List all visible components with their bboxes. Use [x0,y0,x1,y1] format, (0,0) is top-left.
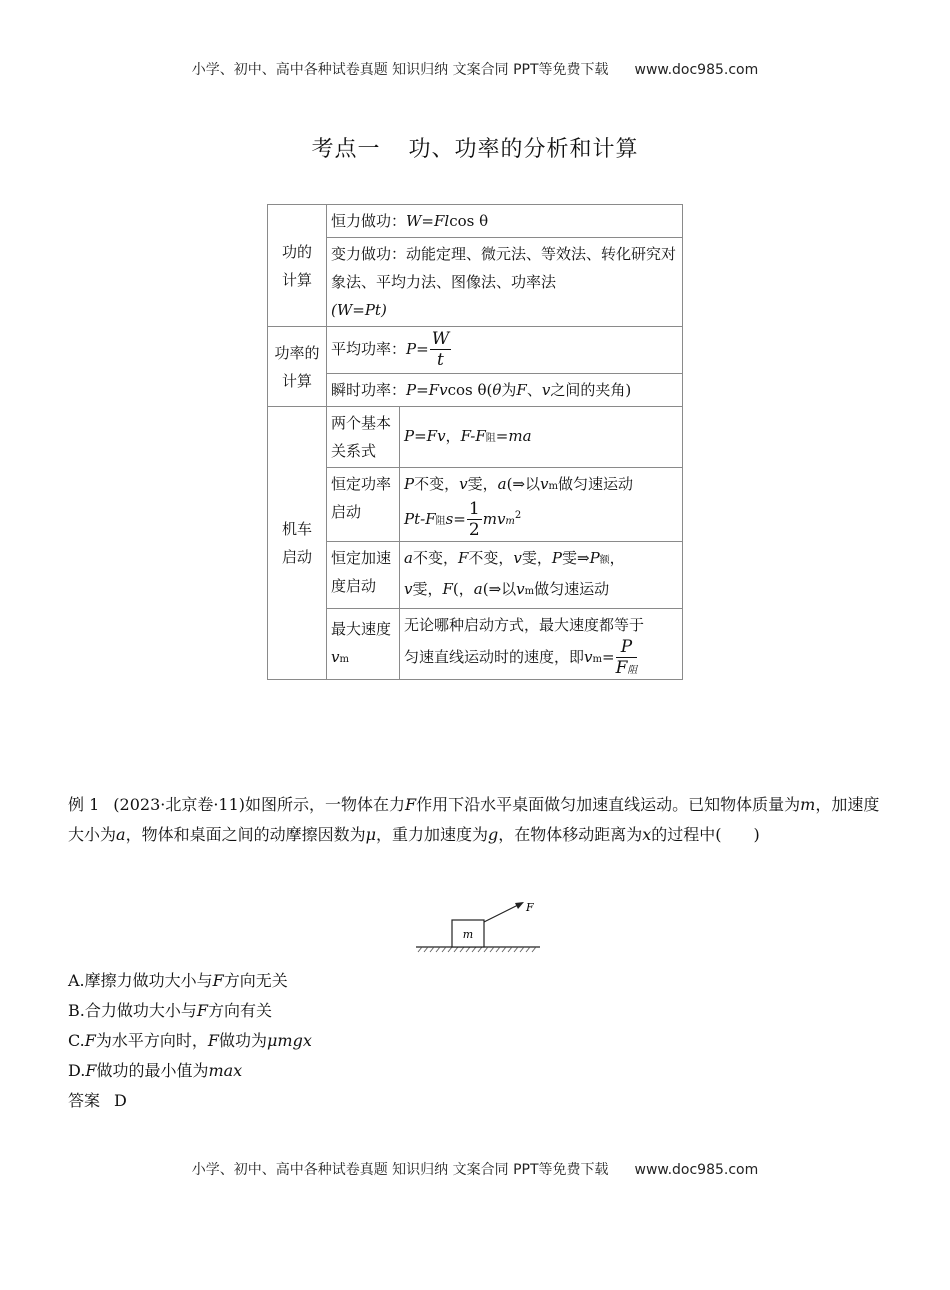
force-arrow-shaft [484,904,520,922]
option-a[interactable]: A.摩擦力做功大小与F方向无关 [68,971,288,990]
block-diagram-svg [400,890,560,960]
sub-constant-accel: 恒定加速度启动 [327,542,400,609]
answer-line [68,1086,312,1116]
cell-constant-work: 恒力做功：W=Flcos θ [327,205,683,238]
example-label: 例 1 [68,795,100,814]
title-part1: 考点一 [311,137,381,162]
max-speed-fraction: $\frac{P}{\text{F阻}}$ [615,637,638,678]
table-row [268,205,683,238]
sub-constant-power: 恒定功率启动 [327,468,400,542]
cell-average-power: 平均功率：P= $\frac{W}{t}$ [327,327,683,374]
answer-label: 答案 [68,1091,101,1110]
table-row [268,327,683,374]
force-arrow-head [515,902,524,909]
cell-variable-work: 变力做功：动能定理、微元法、等效法、转化研究对象法、平均力法、图像法、功率法 (W=Pt) [327,238,683,327]
section-title [0,132,950,163]
cell-constant-power: P不变，v雯，a(⇒以vm做匀速运动 Pt-F阻s= $\frac{1}{2}$ mvm$^2$ [400,468,683,542]
cat-power: 功率的 计算 [268,327,327,407]
option-d[interactable]: D.F做功的最小值为max [68,1061,243,1080]
cell-constant-accel: a不变，F不变，v雯，P雯⇒P额， v雯，F(，a(⇒以vm做匀速运动 [400,542,683,609]
footer-text: 小学、初中、高中各种试卷真题 知识归纳 文案合同 PPT等免费下载 [191,1162,609,1178]
mass-label: m [462,928,474,941]
example-question: 例 1 (2023·北京卷·11)如图所示，一物体在力F作用下沿水平桌面做匀加速直线运动。已知物体质量为m，加速度大小为a，物体和桌面之间的动摩擦因数为μ，重力加速度为g，在物体移动距离为x的过程中( ) [68,795,880,844]
table-row [268,238,683,327]
cat-work: 功的 计算 [268,205,327,327]
option-c[interactable]: C.F为水平方向时，F做功为μmgx [68,1031,312,1050]
cat-car: 机车 启动 [268,407,327,680]
avg-power-fraction: $\frac{W}{t}$ [431,329,450,370]
header-site-link[interactable]: www.doc985.com [634,62,759,78]
cell-max-speed: 无论哪种启动方式，最大速度都等于 匀速直线运动时的速度，即vm= $\frac{P}{\text{F阻}}$ [400,609,683,680]
force-diagram [400,890,560,960]
sub-max-speed: 最大速度 vm [327,609,400,680]
header-text: 小学、初中、高中各种试卷真题 知识归纳 文案合同 PPT等免费下载 [191,62,609,78]
answer-options [68,966,312,1116]
title-part2: 功、功率的分析和计算 [408,137,639,162]
table-row [268,468,683,542]
summary-table [267,204,683,680]
page-footer [0,1159,950,1179]
floor-hatching [418,947,536,952]
footer-site-link[interactable]: www.doc985.com [634,1162,759,1178]
force-label: F [526,901,534,914]
table-row [268,542,683,609]
sub-relations: 两个基本关系式 [327,407,400,468]
answer-value: D [114,1091,127,1110]
table-row [268,609,683,680]
option-b[interactable]: B.合力做功大小与F方向有关 [68,1001,272,1020]
kinetic-fraction: $\frac{1}{2}$ [468,499,480,540]
cell-relations: P=Fv，F-F阻=ma [400,407,683,468]
cell-instant-power: 瞬时功率：P=Fvcos θ(θ为F、v之间的夹角) [327,374,683,407]
page-header [0,59,950,79]
table-row [268,407,683,468]
table-row [268,374,683,407]
